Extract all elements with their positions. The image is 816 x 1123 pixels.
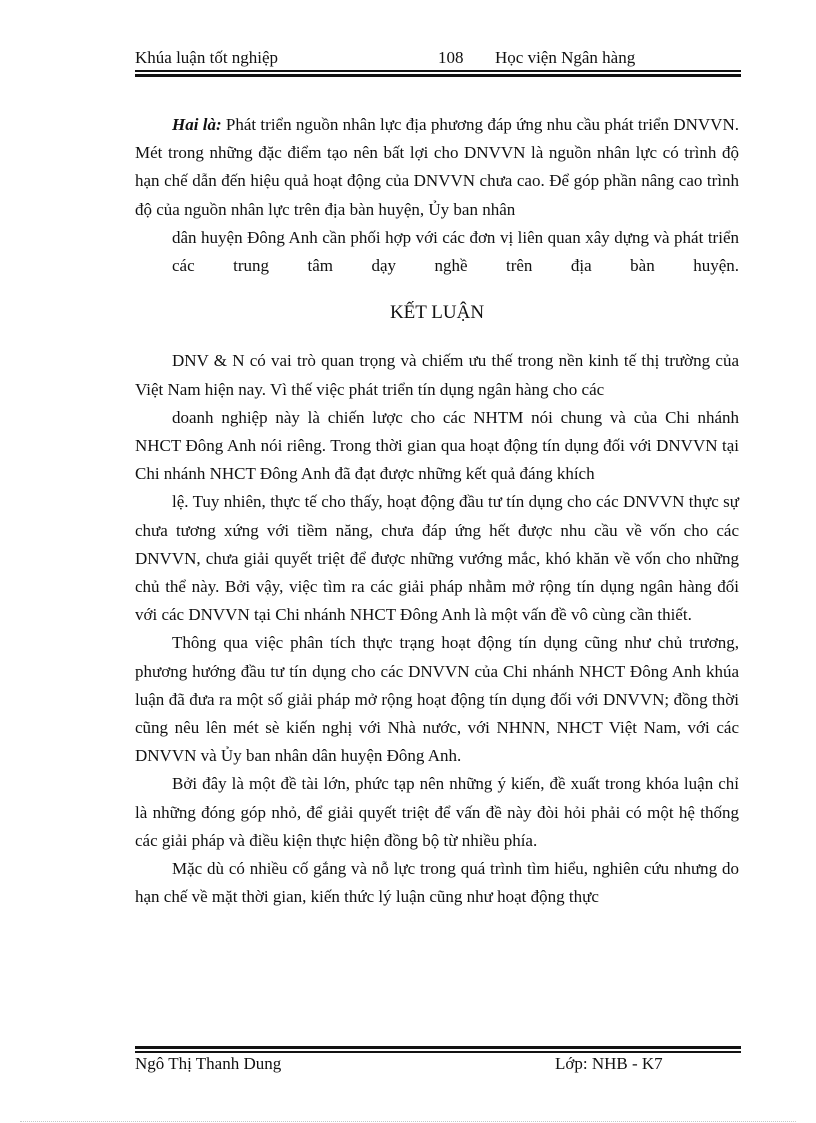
paragraph-hai-la-part2: dân huyện Đông Anh cần phối hợp với các đơn vị liên quan xây dựng và phát triển các trung tâm dạy nghề trên địa bàn huyện.: [172, 227, 739, 276]
paragraph-conclusion-2: Thông qua việc phân tích thực trạng hoạt động tín dụng cũng như chủ trương, phương hướng đầu tư tín dụng cho các DNVVN của Chi nhánh NHCT Đông Anh khúa luận đã đưa ra một số giải pháp mở rộng hoạt động tín dụng đối với DNVVN; đồng thời cũng nêu lên mét sè kiến nghị với Nhà nước, với NHNN, NHCT Việt Nam, với các DNVVN và Ủy ban nhân dân huyện Đông Anh.: [135, 633, 739, 766]
header-document-type: Khúa luận tốt nghiệp: [135, 48, 279, 67]
paragraph-conclusion-1a: DNV & N có vai trò quan trọng và chiếm ưu thế trong nền kinh tế thị trường của Việt Nam hiện nay. Vì thế việc phát triển tín dụng ngân hàng cho các: [135, 351, 739, 399]
paragraph-text: Phát triển nguồn nhân lực địa phương đáp ứng nhu cầu phát triển DNVVN. Mét trong những đặc điểm tạo nên bất lợi cho DNVVN là nguồn nhân lực có trình độ hạn chế dẫn đến hiệu quả hoạt động của DNVVN chưa cao. Để góp phần nâng cao trình độ của nguồn nhân lực trên địa bàn huyện, Ủy ban nhân: [135, 115, 739, 219]
paragraph-conclusion-1b: doanh nghiệp này là chiến lược cho các NHTM nói chung và của Chi nhánh NHCT Đông Anh nói riêng. Trong thời gian qua hoạt động tín dụng đối với DNVVN tại Chi nhánh NHCT Đông Anh đã đạt được những kết quả đáng khích: [135, 407, 739, 484]
page-footer: [135, 1054, 741, 1078]
footer-rule-thick: [135, 1046, 741, 1049]
header-institution: Học viện Ngân hàng: [495, 48, 636, 67]
footer-author: Ngô Thị Thanh Dung: [135, 1054, 282, 1073]
paragraph-lead: Hai là:: [172, 115, 222, 134]
paragraph-hai-la-part1: [135, 111, 739, 224]
section-title: KẾT LUẬN: [389, 302, 485, 324]
page-bottom-dotted-border: [20, 1121, 796, 1122]
page-body: [135, 111, 739, 911]
footer-rule-thin: [135, 1051, 741, 1053]
header-page-number: 108: [438, 48, 464, 67]
paragraph-conclusion-1c: lệ. Tuy nhiên, thực tế cho thấy, hoạt động đầu tư tín dụng cho các DNVVN thực sự chưa tương xứng với tiềm năng, chưa đáp ứng hết được nhu cầu về vốn cho các DNVVN, chưa giải quyết triệt để được những vướng mắc, khó khăn về vốn cho những chủ thể này. Bởi vậy, việc tìm ra các giải pháp nhằm mở rộng tín dụng ngân hàng đối với các DNVVN tại Chi nhánh NHCT Đông Anh là một vấn đề vô cùng cần thiết.: [135, 492, 739, 625]
footer-class: Lớp: NHB - K7: [555, 1054, 663, 1073]
header-rule-thick: [135, 74, 741, 77]
page-header: [135, 48, 741, 70]
paragraph-conclusion-3: Bởi đây là một đề tài lớn, phức tạp nên những ý kiến, đề xuất trong khóa luận chỉ là những đóng góp nhỏ, để giải quyết triệt để vấn đề này đòi hỏi phải có một hệ thống các giải pháp và điều kiện thực hiện đồng bộ từ nhiều phía.: [135, 774, 739, 850]
paragraph-conclusion-4: Mặc dù có nhiều cố gắng và nỗ lực trong quá trình tìm hiểu, nghiên cứu nhưng do hạn chế về mặt thời gian, kiến thức lý luận cũng như hoạt động thực: [135, 859, 739, 907]
header-rule-thin: [135, 70, 741, 72]
